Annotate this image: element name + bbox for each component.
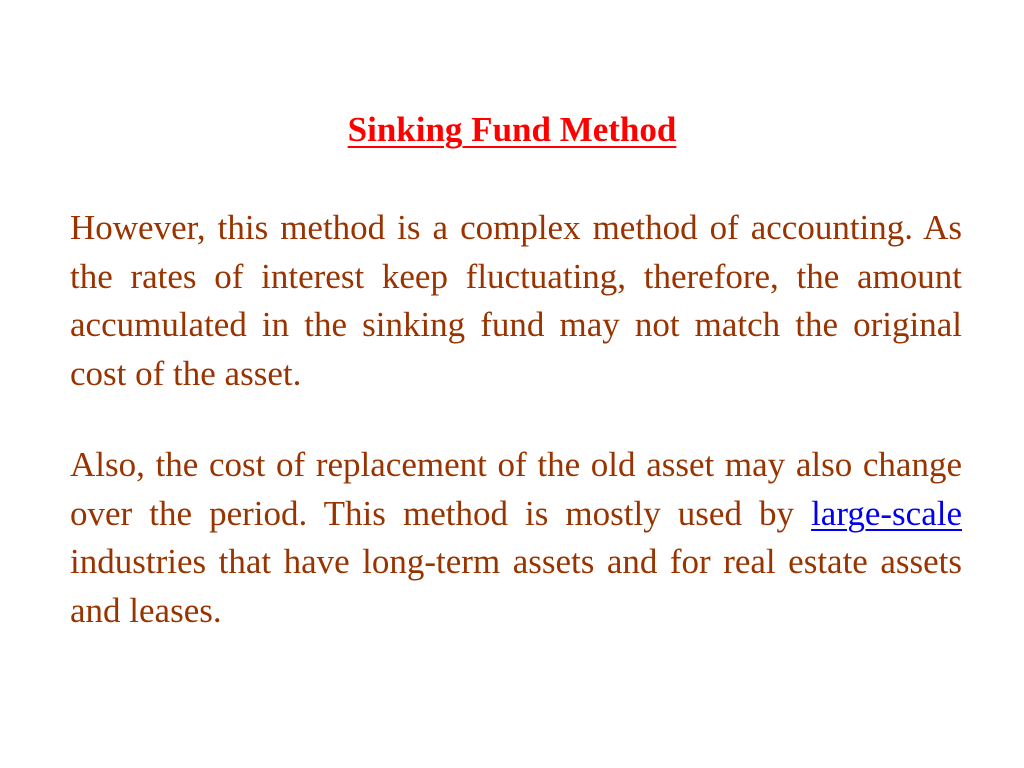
paragraph-text-after-link: industries that have long-term assets and for real estate assets and leases. bbox=[70, 542, 962, 630]
paragraph-complex-method: However, this method is a complex method of accounting. As the rates of interest keep fluctuating, therefore, the amount accumulated in the sinking fund may not match the original cost of the asset. bbox=[70, 208, 962, 393]
slide-title: Sinking Fund Method bbox=[347, 110, 677, 149]
large-scale-link[interactable]: large-scale bbox=[811, 493, 962, 533]
paragraph-replacement-cost bbox=[70, 441, 962, 635]
paragraph-text-before-link: Also, the cost of replacement of the old asset may also change over the period. This method is mostly used by bbox=[70, 445, 962, 533]
